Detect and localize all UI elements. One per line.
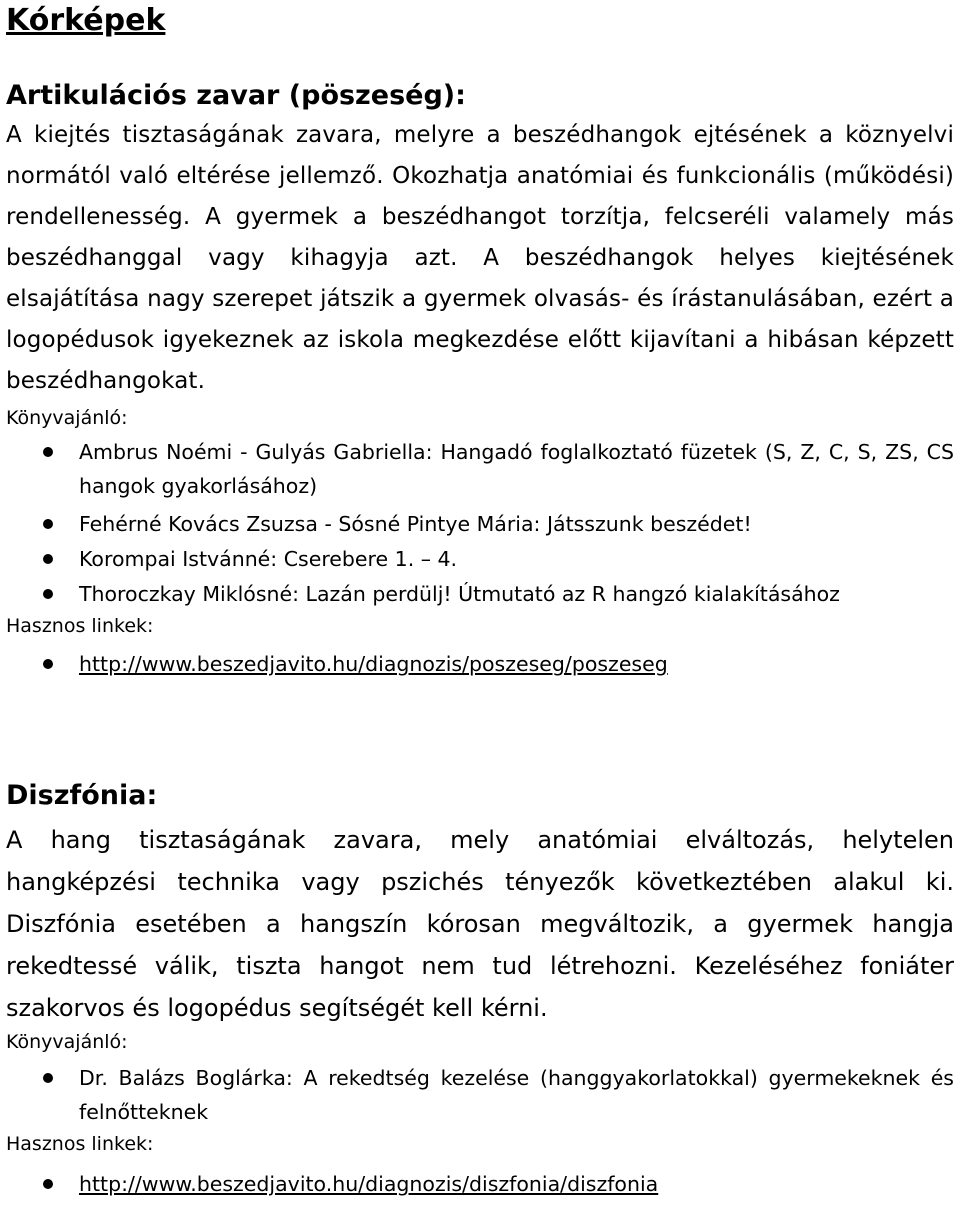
section-articulation-disorder [6,78,954,681]
book-list [6,1061,954,1129]
book-title: Ambrus Noémi - Gulyás Gabriella: Hangadó foglalkoztató füzetek (S, Z, C, S, ZS, CS hangok gyakorlásához) [79,440,954,498]
section-dysphonia [6,778,954,1201]
bullet-icon [43,1179,53,1189]
links-label: Hasznos linkek: [6,1133,154,1155]
bullet-icon [43,447,53,457]
list-item [6,1061,954,1129]
book-title: Dr. Balázs Boglárka: A rekedtség kezelése (hanggyakorlatokkal) gyermekeknek és felnőtteknek [79,1066,954,1124]
books-label: Könyvajánló: [6,407,128,429]
list-item [6,647,954,681]
section-title: Artikulációs zavar (pöszeség): [6,80,466,111]
link-list [6,1167,954,1201]
link-diszfonia[interactable]: http://www.beszedjavito.hu/diagnozis/diszfonia/diszfonia [79,1172,659,1196]
section-description: A hang tisztaságának zavara, mely anatómiai elváltozás, helytelen hangképzési technika vagy pszichés tényezők következtében alakul ki. Diszfónia esetében a hangszín kórosan megváltozik, a gyermek hangja rekedtessé válik, tiszta hangot nem tud létrehozni. Kezeléséhez foniáter szakorvos és logopédus segítségét kell kérni. [6,826,954,1022]
book-title: Korompai Istvánné: Cserebere 1. – 4. [79,547,458,571]
book-title: Fehérné Kovács Zsuzsa - Sósné Pintye Mária: Játsszunk beszédet! [79,512,752,536]
bullet-icon [43,659,53,669]
list-item [6,435,954,503]
bullet-icon [43,554,53,564]
list-item [6,1167,954,1201]
list-item [6,577,954,611]
section-title: Diszfónia: [6,780,158,811]
book-title: Thoroczkay Miklósné: Lazán perdülj! Útmutató az R hangzó kialakításához [79,582,840,606]
bullet-icon [43,1073,53,1083]
list-item [6,507,954,541]
book-list [6,435,954,611]
bullet-icon [43,519,53,529]
links-label: Hasznos linkek: [6,615,154,637]
link-list [6,647,954,681]
list-item [6,542,954,576]
link-poszeseg[interactable]: http://www.beszedjavito.hu/diagnozis/poszeseg/poszeseg [79,652,668,676]
section-description: A kiejtés tisztaságának zavara, melyre a beszédhangok ejtésének a köznyelvi normától való eltérése jellemző. Okozhatja anatómiai és funkcionális (működési) rendellenesség. A gyermek a beszédhangot torzítja, felcseréli valamely más beszédhanggal vagy kihagyja azt. A beszédhangok helyes kiejtésének elsajátítása nagy szerepet játszik a gyermek olvasás- és írástanulásában, ezért a logopédusok igyekeznek az iskola megkezdése előtt kijavítani a hibásan képzett beszédhangokat. [6,122,954,394]
books-label: Könyvajánló: [6,1031,128,1053]
page-title: Kórképek [6,3,166,38]
bullet-icon [43,589,53,599]
